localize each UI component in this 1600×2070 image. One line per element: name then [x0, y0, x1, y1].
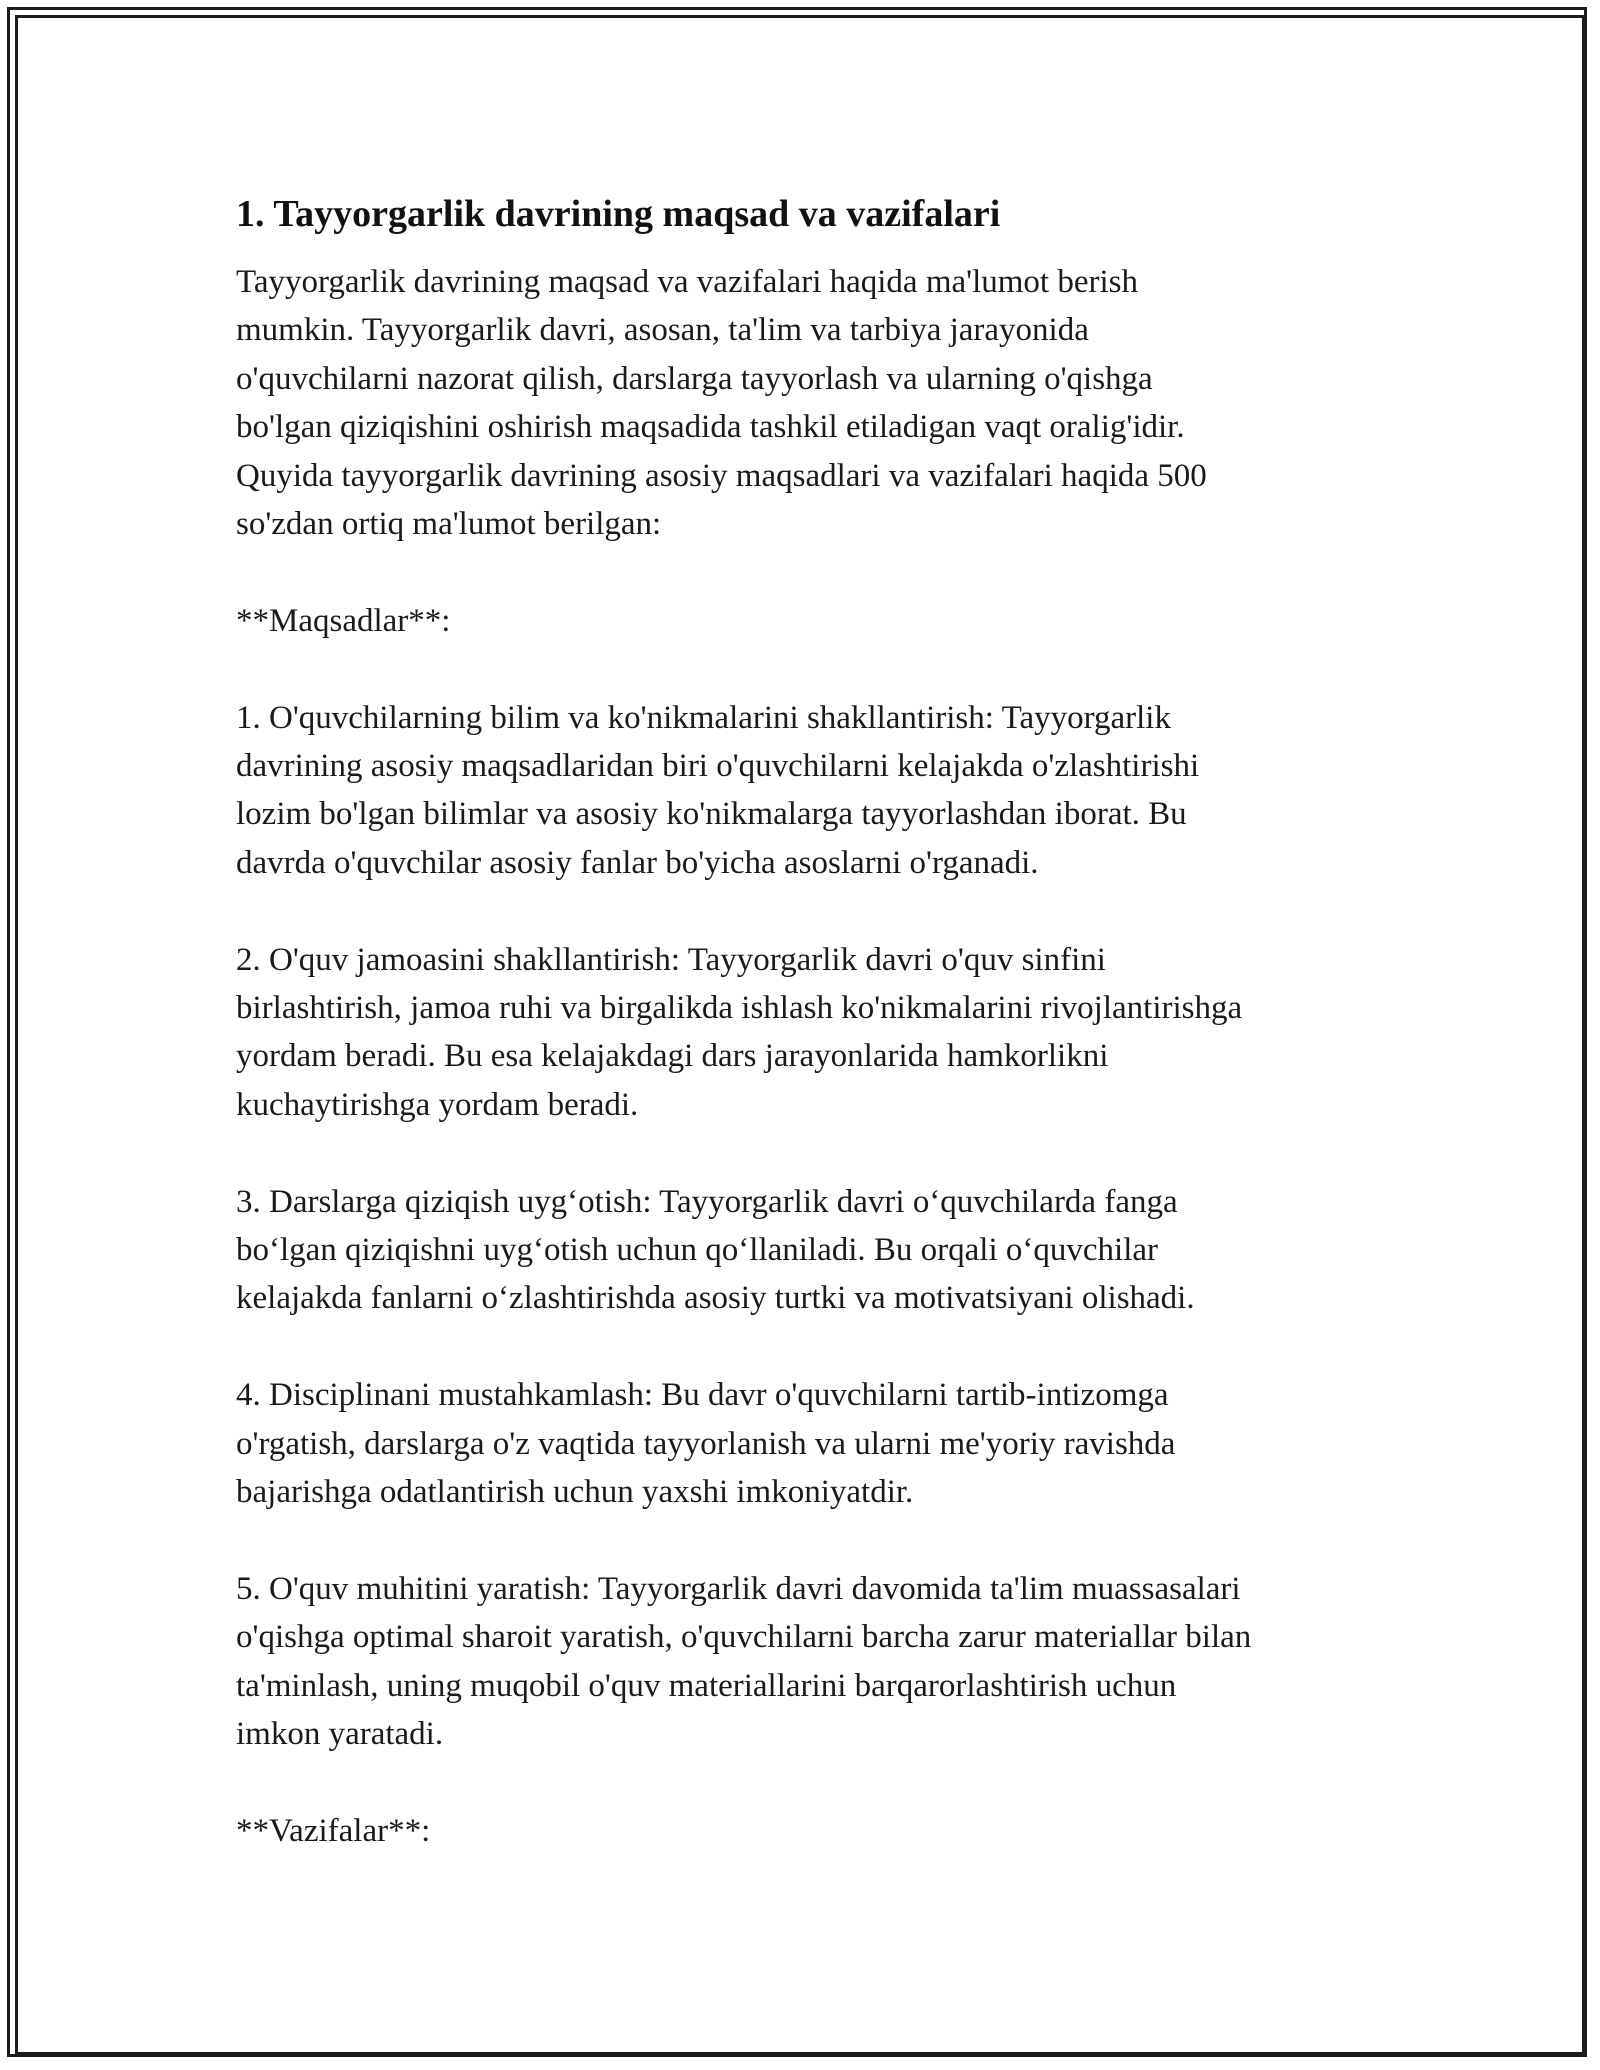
- goal-item-1: 1. O'quvchilarning bilim va ko'nikmalarini shakllantirish: Tayyorgarlik davrining asosiy maqsadlaridan biri o'quvchilarni kelajakda o'zlashtirishi lozim bo'lgan bilimlar va asosiy ko'nikmalarga tayyorlashdan iborat. Bu davrda o'quvchilar asosiy fanlar bo'yicha asoslarni o'rganadi.: [236, 699, 1200, 881]
- document-body: [236, 188, 1376, 1855]
- section-heading: 1. Tayyorgarlik davrining maqsad va vazifalari: [236, 193, 1001, 235]
- goal-item-3: 3. Darslarga qiziqish uyg‘otish: Tayyorgarlik davri o‘quvchilarda fanga bo‘lgan qiziqishni uyg‘otish uchun qo‘llaniladi. Bu orqali o‘quvchilar kelajakda fanlarni o‘zlashtirishda asosiy turtki va motivatsiyani olishadi.: [236, 1183, 1195, 1317]
- tasks-subheading: **Vazifalar**:: [236, 1812, 431, 1849]
- goal-item-2: 2. O'quv jamoasini shakllantirish: Tayyorgarlik davri o'quv sinfini birlashtirish, jamoa ruhi va birgalikda ishlash ko'nikmalarini rivojlantirishga yordam beradi. Bu esa kelajakdagi dars jarayonlarida hamkorlikni kuchaytirishga yordam beradi.: [236, 941, 1243, 1123]
- intro-paragraph: Tayyorgarlik davrining maqsad va vazifalari haqida ma'lumot berish mumkin. Tayyorgarlik davri, asosan, ta'lim va tarbiya jarayonida o'quvchilarni nazorat qilish, darslarga tayyorlash va ularning o'qishga bo'lgan qiziqishini oshirish maqsadida tashkil etiladigan vaqt oralig'idir. Quyida tayyorgarlik davrining asosiy maqsadlari va vazifalari haqida 500 so'zdan ortiq ma'lumot berilgan:: [236, 264, 1207, 543]
- goal-item-5: 5. O'quv muhitini yaratish: Tayyorgarlik davri davomida ta'lim muassasalari o'qishga optimal sharoit yaratish, o'quvchilarni barcha zarur materiallar bilan ta'minlash, uning muqobil o'quv materiallarini barqarorlashtirish uchun imkon yaratadi.: [236, 1570, 1252, 1753]
- goal-item-4: 4. Disciplinani mustahkamlash: Bu davr o'quvchilarni tartib-intizomga o'rgatish, darslarga o'z vaqtida tayyorlanish va ularni me'yoriy ravishda bajarishga odatlantirish uchun yaxshi imkoniyatdir.: [236, 1377, 1176, 1511]
- goals-subheading: **Maqsadlar**:: [236, 602, 451, 639]
